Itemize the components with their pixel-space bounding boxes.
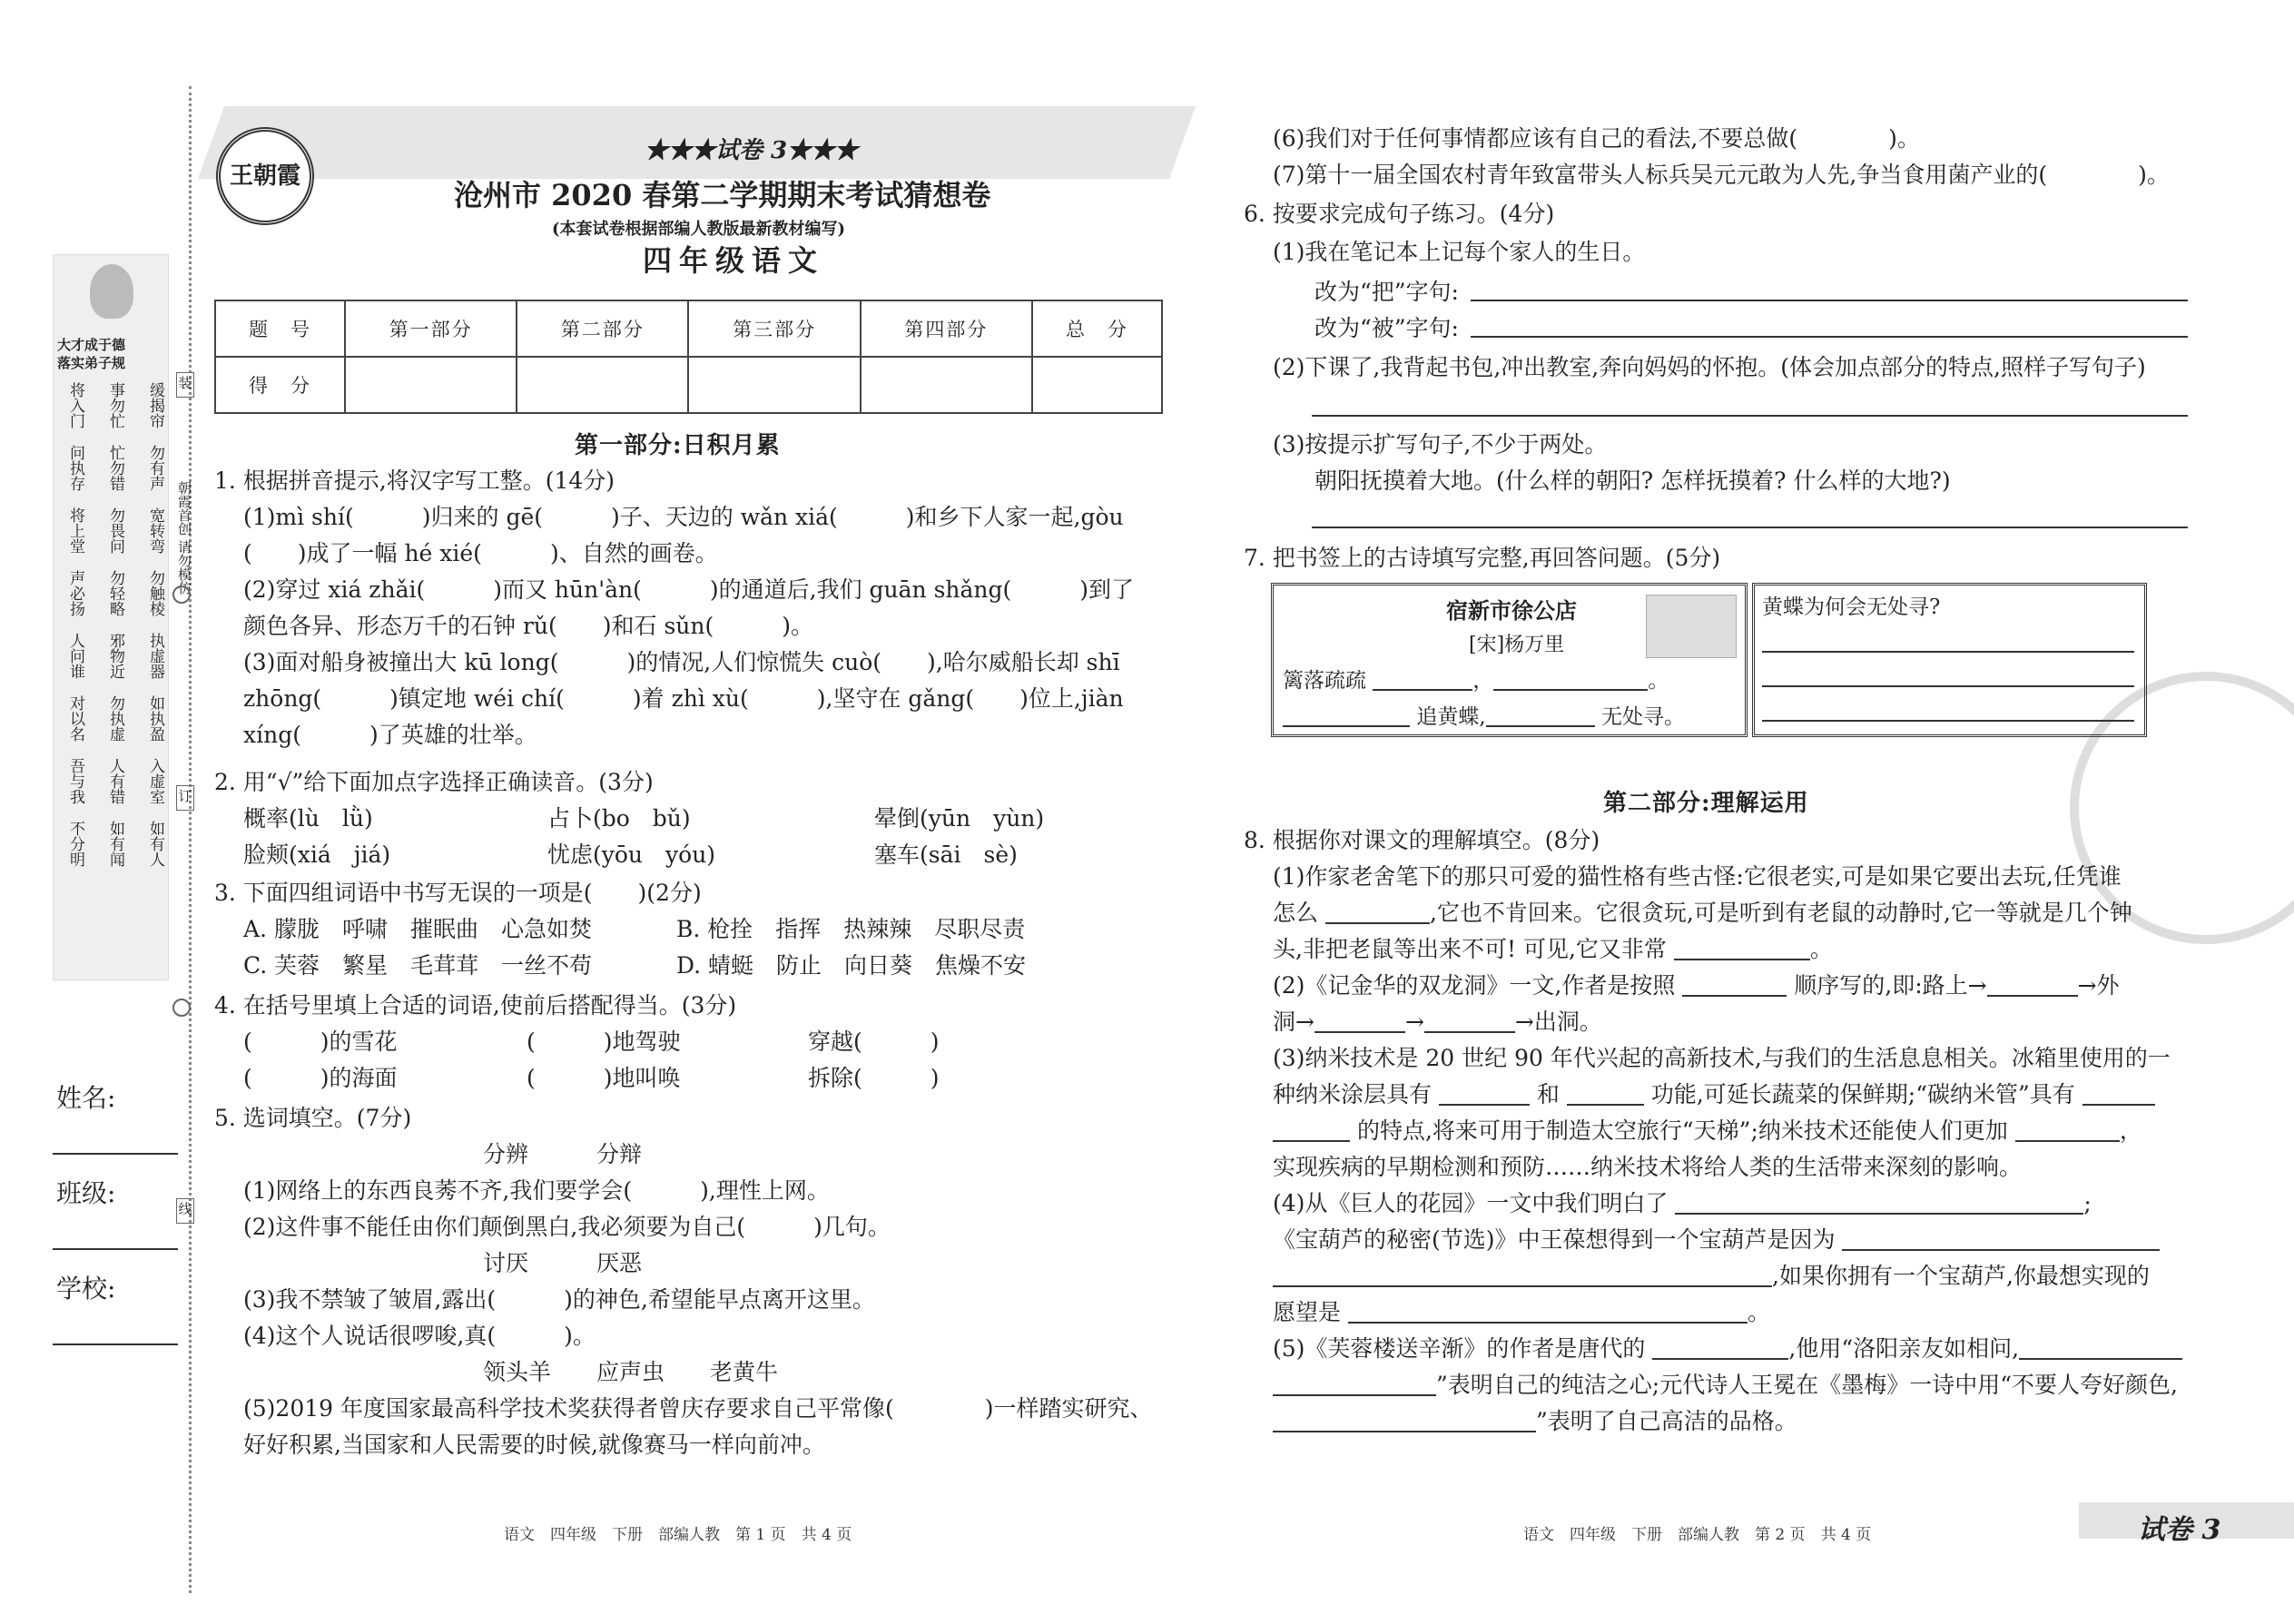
rules-column: 宽转弯 xyxy=(146,507,164,554)
q8-line: 的特点,将来可用于制造太空旅行“天梯”;纳米技术还能使人们更加 ， xyxy=(1273,1113,2142,1149)
q8-blank[interactable] xyxy=(1682,975,1787,997)
q8-line xyxy=(1273,1367,2178,1403)
q8-line: (3)纳米技术是 20 世纪 90 年代兴起的高新技术,与我们的生活息息相关。冰箱里使用的一 xyxy=(1273,1045,2171,1071)
poem-line-1-text: 篱落疏疏 xyxy=(1283,669,1366,693)
poem-line-1: 篱落疏疏 ， 。 xyxy=(1283,669,1669,693)
q8-text: 的特点,将来可用于制造太空旅行“天梯”;纳米技术还能使人们更加 xyxy=(1356,1117,2008,1144)
q8-blank[interactable] xyxy=(1273,1411,1536,1432)
q8-blank[interactable] xyxy=(1325,902,1430,924)
rules-column: 事勿忙 xyxy=(106,382,124,428)
rules-column: 执虚器 xyxy=(146,633,164,679)
q8-blank[interactable] xyxy=(1273,1265,1772,1287)
q8-line xyxy=(1273,931,1833,968)
q5-line: (7)第十一届全国农村青年致富带头人标兵吴元元敢为人先,争当食用菌产业的( )。 xyxy=(1273,162,2170,188)
rules-row xyxy=(64,633,164,679)
publisher-logo: 王朝霞 xyxy=(216,127,314,225)
q7-title: 7. 把书签上的古诗填写完整,再回答问题。(5分) xyxy=(1244,545,1721,571)
q6-ba-answer[interactable] xyxy=(1471,300,2188,301)
rules-column: 对以名 xyxy=(66,695,84,742)
q8-text: →出洞。 xyxy=(1514,1009,1602,1035)
q8-blank[interactable] xyxy=(1314,1011,1405,1033)
q4-item[interactable]: ( )的海面 xyxy=(243,1065,398,1091)
q8-blank[interactable] xyxy=(1842,1229,2160,1251)
score-table xyxy=(214,300,1163,414)
q8-text: 。 xyxy=(1747,1299,1770,1325)
rules-row xyxy=(64,507,164,554)
grade-title: 四年级语文 xyxy=(643,243,825,278)
student-rules-panel xyxy=(53,254,169,980)
q4-item[interactable]: ( )地驾驶 xyxy=(527,1029,681,1055)
q2-item[interactable]: 塞车(sāi sè) xyxy=(874,842,1018,868)
q5-line: (5)2019 年度国家最高科学技术奖获得者曾庆存要求自己平常像( )一样踏实研究、 xyxy=(243,1395,1153,1422)
score-cell[interactable] xyxy=(861,357,1032,413)
q8-blank[interactable] xyxy=(1439,1084,1530,1106)
rules-row xyxy=(64,695,164,742)
rules-column: 吾与我 xyxy=(66,758,84,804)
q8-text: → xyxy=(1404,1009,1424,1035)
motto-bottom: 落实弟子规 xyxy=(57,355,126,371)
rules-column: 缓揭帘 xyxy=(146,382,164,428)
q8-line xyxy=(1273,968,2120,1004)
poem-line-2-text: 追黄蝶, xyxy=(1416,705,1486,729)
part2-heading: 第二部分:理解运用 xyxy=(1603,790,1809,817)
landscape-illustration xyxy=(1646,595,1737,658)
q3-title: 3. 下面四组词语中书写无误的一项是( )(2分) xyxy=(214,880,702,906)
q8-line: 实现疾病的早期检测和预防……纳米技术将给人类的生活带来深刻的影响。 xyxy=(1273,1154,2023,1180)
binding-dashed-line xyxy=(189,86,192,1593)
q7-answer-line[interactable] xyxy=(1762,720,2134,722)
q6-sentence-3: (3)按提示扩写句子,不少于两处。 xyxy=(1273,431,1608,458)
poem-bookmark xyxy=(1271,583,1748,737)
poem-blank[interactable] xyxy=(1373,669,1472,691)
q8-text: ,它也不肯回来。它很贪玩,可是听到有老鼠的动静时,它一等就是几个钟 xyxy=(1429,900,2132,926)
q1-line: 颜色各异、形态万千的石钟 rǔ( )和石 sǔn( )。 xyxy=(243,613,813,639)
margin-mark-2: 订 xyxy=(176,785,194,811)
q8-title: 8. 根据你对课文的理解填空。(8分) xyxy=(1244,827,1600,853)
q3-option-d[interactable]: D. 蜻蜓 防止 向日葵 焦燥不安 xyxy=(676,952,1027,979)
q7-question: 黄蝶为何会无处寻? xyxy=(1762,595,1941,619)
poem-line-2-end: 无处寻。 xyxy=(1600,705,1685,729)
q8-text: 愿望是 xyxy=(1273,1299,1342,1325)
q1-line: (2)穿过 xiá zhǎi( )而又 hūn'àn( )的通道后,我们 guān shǎng( )到了 xyxy=(243,576,1135,603)
rules-column: 问执存 xyxy=(66,445,84,491)
q1-line: (3)面对船身被撞出大 kū long( )的情况,人们惊慌失 cuò( ),哈尔威船长却 shī xyxy=(243,649,1120,675)
q8-blank[interactable] xyxy=(2082,1084,2155,1106)
margin-mark-3: 线 xyxy=(176,1198,194,1224)
q5-word-choices: 讨厌 厌恶 xyxy=(483,1250,643,1276)
exam-title: 沧州市 2020 春第二学期期末考试猜想卷 xyxy=(454,178,991,212)
rules-column: 如有人 xyxy=(146,821,164,867)
q8-line xyxy=(1273,1077,2155,1113)
q3-option-b[interactable]: B. 枪拴 指挥 热辣辣 尽职尽责 xyxy=(676,916,1026,942)
part1-heading: 第一部分:日积月累 xyxy=(575,432,781,459)
q6-title: 6. 按要求完成句子练习。(4分) xyxy=(1244,201,1555,227)
poem-author: [宋]杨万里 xyxy=(1469,634,1565,656)
poem-line-2 xyxy=(1283,699,1685,735)
score-cell[interactable] xyxy=(688,357,860,413)
q8-text: 洞→ xyxy=(1273,1009,1314,1035)
binding-hole-1 xyxy=(172,586,191,604)
q5-line: (6)我们对于任何事情都应该有自己的看法,不要总做( )。 xyxy=(1273,125,1920,152)
q8-line xyxy=(1273,1004,1602,1040)
q2-title: 2. 用“√”给下面加点字选择正确读音。(3分) xyxy=(214,769,654,795)
q6-bei-answer[interactable] xyxy=(1471,336,2188,338)
q1-line: (1)mì shí( )归来的 gē( )子、天边的 wǎn xiá( )和乡下人家一起,gòu xyxy=(243,504,1124,530)
q5-word-choices: 分辨 分辩 xyxy=(483,1141,643,1167)
score-row-label: 得 分 xyxy=(215,357,345,413)
q8-line xyxy=(1273,1222,2160,1258)
question-bookmark xyxy=(1752,583,2147,737)
q8-text: (5)《芙蓉楼送辛渐》的作者是唐代的 xyxy=(1273,1335,1646,1362)
seal-note: 朝霞首创 请勿模仿 xyxy=(176,481,192,595)
q8-text: (2)《记金华的双龙洞》一文,作者是按照 xyxy=(1273,972,1676,999)
q5-word-choices: 领头羊 应声虫 老黄牛 xyxy=(483,1359,779,1385)
class-field[interactable] xyxy=(53,1248,178,1250)
q6-sentence-1: (1)我在笔记本上记每个家人的生日。 xyxy=(1273,239,1646,265)
rules-column: 忙勿错 xyxy=(106,445,124,491)
q8-blank[interactable] xyxy=(1424,1011,1515,1033)
q3-option-c[interactable]: C. 芙蓉 繁星 毛茸茸 一丝不苟 xyxy=(243,952,593,979)
q4-item[interactable]: 拆除( ) xyxy=(808,1065,940,1091)
q3-option-a[interactable]: A. 朦胧 呼啸 摧眠曲 心急如焚 xyxy=(243,916,592,942)
class-label: 班级: xyxy=(56,1178,116,1208)
q5-line: (1)网络上的东西良莠不齐,我们要学会( ),理性上网。 xyxy=(243,1177,830,1204)
q6-sentence-2: (2)下课了,我背起书包,冲出教室,奔向妈妈的怀抱。(体会加点部分的特点,照样子写句子) xyxy=(1273,354,2146,380)
score-header-cell: 第一部分 xyxy=(345,300,517,357)
q2-item[interactable]: 忧虑(yōu yóu) xyxy=(547,842,716,868)
rules-columns xyxy=(64,382,164,883)
score-header-cell: 第二部分 xyxy=(517,300,688,357)
score-cell[interactable] xyxy=(345,357,517,413)
q1-title: 1. 根据拼音提示,将汉字写工整。(14分) xyxy=(214,468,615,494)
q1-line: ( )成了一幅 hé xié( )、自然的画卷。 xyxy=(243,540,718,566)
q7-answer-line[interactable] xyxy=(1762,685,2134,687)
poem-blank[interactable] xyxy=(1283,705,1410,727)
q8-blank[interactable] xyxy=(1348,1302,1748,1324)
q8-line xyxy=(1273,1258,2150,1294)
q8-text: ,他用“洛阳亲友如相问, xyxy=(1788,1335,2020,1362)
q6-answer-3[interactable] xyxy=(1312,527,2188,528)
rules-column: 将上堂 xyxy=(66,507,84,554)
question-1 xyxy=(214,463,1134,753)
margin-mark-1: 装 xyxy=(176,372,194,398)
q8-line xyxy=(1273,1331,2182,1367)
q5-line: 好好积累,当国家和人民需要的时候,就像赛马一样向前冲。 xyxy=(243,1432,825,1458)
q8-text: 种纳米涂层具有 xyxy=(1273,1081,1433,1107)
score-header-cell: 第四部分 xyxy=(861,300,1032,357)
q6-answer-2[interactable] xyxy=(1312,415,2188,417)
rules-row xyxy=(64,821,164,867)
q6-sentence-3b: 朝阳抚摸着大地。(什么样的朝阳? 怎样抚摸着? 什么样的大地?) xyxy=(1314,468,1951,494)
rules-column: 不分明 xyxy=(66,821,84,867)
question-5 xyxy=(214,1100,1153,1463)
rules-column: 勿畏问 xyxy=(106,507,124,554)
score-header-cell: 第三部分 xyxy=(688,300,860,357)
q8-text: 功能,可延长蔬菜的保鲜期;“碳纳米管”具有 xyxy=(1650,1081,2075,1107)
q8-blank[interactable] xyxy=(1652,1338,1788,1360)
q8-line xyxy=(1273,1294,1770,1331)
q1-line: zhōng( )镇定地 wéi chí( )着 zhì xù( ),坚守在 gǎng( )位上,jiàn xyxy=(243,685,1124,712)
page-badge: 试卷 3 xyxy=(2138,1514,2221,1546)
q6-bei-label: 改为“被”字句: xyxy=(1314,315,1459,341)
q8-text: ; xyxy=(2083,1190,2092,1216)
q7-answer-line[interactable] xyxy=(1762,651,2134,653)
name-field[interactable] xyxy=(53,1153,178,1155)
q8-text: (4)从《巨人的花园》一文中我们明白了 xyxy=(1273,1190,1669,1216)
score-cell[interactable] xyxy=(517,357,688,413)
q8-text: 怎么 xyxy=(1273,900,1319,926)
footer-left: 语文 四年级 下册 部编人教 第 1 页 共 4 页 xyxy=(504,1526,852,1544)
score-header-cell: 题 号 xyxy=(215,300,345,357)
q8-line: (1)作家老舍笔下的那只可爱的猫性格有些古怪:它很老实,可是如果它要出去玩,任凭谁 xyxy=(1273,863,2122,890)
rules-column: 勿有声 xyxy=(146,445,164,491)
q2-item[interactable]: 概率(lù lǜ) xyxy=(243,805,373,832)
q8-text: 《宝葫芦的秘密(节选)》中王葆想得到一个宝葫芦是因为 xyxy=(1273,1226,1836,1253)
q5-line: (2)这件事不能任由你们颠倒黑白,我必须要为自己( )几句。 xyxy=(243,1214,891,1240)
school-field[interactable] xyxy=(53,1343,178,1345)
poem-blank[interactable] xyxy=(1493,669,1648,691)
rules-column: 如执盈 xyxy=(146,695,164,742)
q8-line xyxy=(1273,895,2132,931)
rules-column: 人问谁 xyxy=(66,633,84,679)
q4-title: 4. 在括号里填上合适的词语,使前后搭配得当。(3分) xyxy=(214,992,737,1019)
q4-item[interactable]: ( )的雪花 xyxy=(243,1029,398,1055)
rules-row xyxy=(64,570,164,616)
q8-blank[interactable] xyxy=(2019,1338,2182,1360)
q5-title: 5. 选词填空。(7分) xyxy=(214,1105,412,1131)
exam-ribbon: ★★★试卷 3★★★ xyxy=(645,137,859,164)
q8-blank[interactable] xyxy=(1567,1084,1644,1106)
question-2 xyxy=(214,764,654,801)
q8-text: 顺序写的,即:路上→ xyxy=(1794,972,1987,999)
q2-item[interactable]: 占卜(bo bǔ) xyxy=(547,805,691,832)
q8-blank[interactable] xyxy=(1675,1193,2083,1215)
rules-column: 如有闻 xyxy=(106,821,124,867)
q2-item[interactable]: 脸颊(xiá jiá) xyxy=(243,842,391,868)
q8-text: ”表明了自己高洁的品格。 xyxy=(1536,1408,1797,1434)
binding-hole-2 xyxy=(172,999,191,1017)
motto-top: 大才成于德 xyxy=(57,337,126,353)
school-label: 学校: xyxy=(56,1274,116,1304)
q8-text: 。 xyxy=(1809,936,1833,962)
q4-item[interactable]: 穿越( ) xyxy=(808,1029,940,1055)
q2-item[interactable]: 晕倒(yūn yùn) xyxy=(874,805,1045,832)
q8-blank[interactable] xyxy=(1273,1374,1436,1396)
q5-line: (3)我不禁皱了皱眉,露出( )的神色,希望能早点离开这里。 xyxy=(243,1286,875,1313)
poem-blank[interactable] xyxy=(1486,705,1595,727)
rules-row xyxy=(64,758,164,804)
bookmark-card xyxy=(1271,583,2147,737)
q8-line xyxy=(1273,1186,2092,1222)
q8-text: ,如果你拥有一个宝葫芦,你最想实现的 xyxy=(1772,1263,2150,1289)
footer-right: 语文 四年级 下册 部编人教 第 2 页 共 4 页 xyxy=(1523,1526,1872,1544)
rules-row xyxy=(64,382,164,428)
score-header-cell: 总 分 xyxy=(1032,300,1162,357)
exam-subtitle: (本套试卷根据部编人教版最新教材编写) xyxy=(552,220,846,239)
q8-text: ”表明自己的纯洁之心;元代诗人王冕在《墨梅》一诗中用“不要人夸好颜色, xyxy=(1436,1372,2178,1398)
rules-column: 入虚室 xyxy=(146,758,164,804)
name-label: 姓名: xyxy=(56,1083,116,1113)
question-5-continued xyxy=(1244,121,2170,193)
q8-text: 和 xyxy=(1536,1081,1560,1107)
rules-column: 勿执虚 xyxy=(106,695,124,742)
q8-blank[interactable] xyxy=(2015,1120,2120,1142)
q8-blank[interactable] xyxy=(1273,1120,1350,1142)
q8-text: 头,非把老鼠等出来不可! 可见,它又非常 xyxy=(1273,936,1667,962)
student-figure-icon xyxy=(90,264,133,319)
rules-column: 声必扬 xyxy=(66,570,84,616)
poem-title: 宿新市徐公店 xyxy=(1446,597,1577,624)
rules-column: 将入门 xyxy=(66,382,84,428)
score-cell[interactable] xyxy=(1032,357,1162,413)
rules-column: 勿轻略 xyxy=(106,570,124,616)
q4-item[interactable]: ( )地叫唤 xyxy=(527,1065,681,1091)
q1-line: xíng( )了英雄的壮举。 xyxy=(243,722,537,748)
rules-row xyxy=(64,445,164,491)
q8-text: →外 xyxy=(2077,972,2120,999)
q8-line xyxy=(1273,1403,1797,1440)
q5-line: (4)这个人说话很啰唆,真( )。 xyxy=(243,1323,596,1349)
rules-column: 人有错 xyxy=(106,758,124,804)
rules-column: 勿触棱 xyxy=(146,570,164,616)
rules-column: 邪物近 xyxy=(106,633,124,679)
q8-blank[interactable] xyxy=(1674,939,1810,960)
q6-ba-label: 改为“把”字句: xyxy=(1314,279,1459,305)
q8-blank[interactable] xyxy=(1987,975,2078,997)
